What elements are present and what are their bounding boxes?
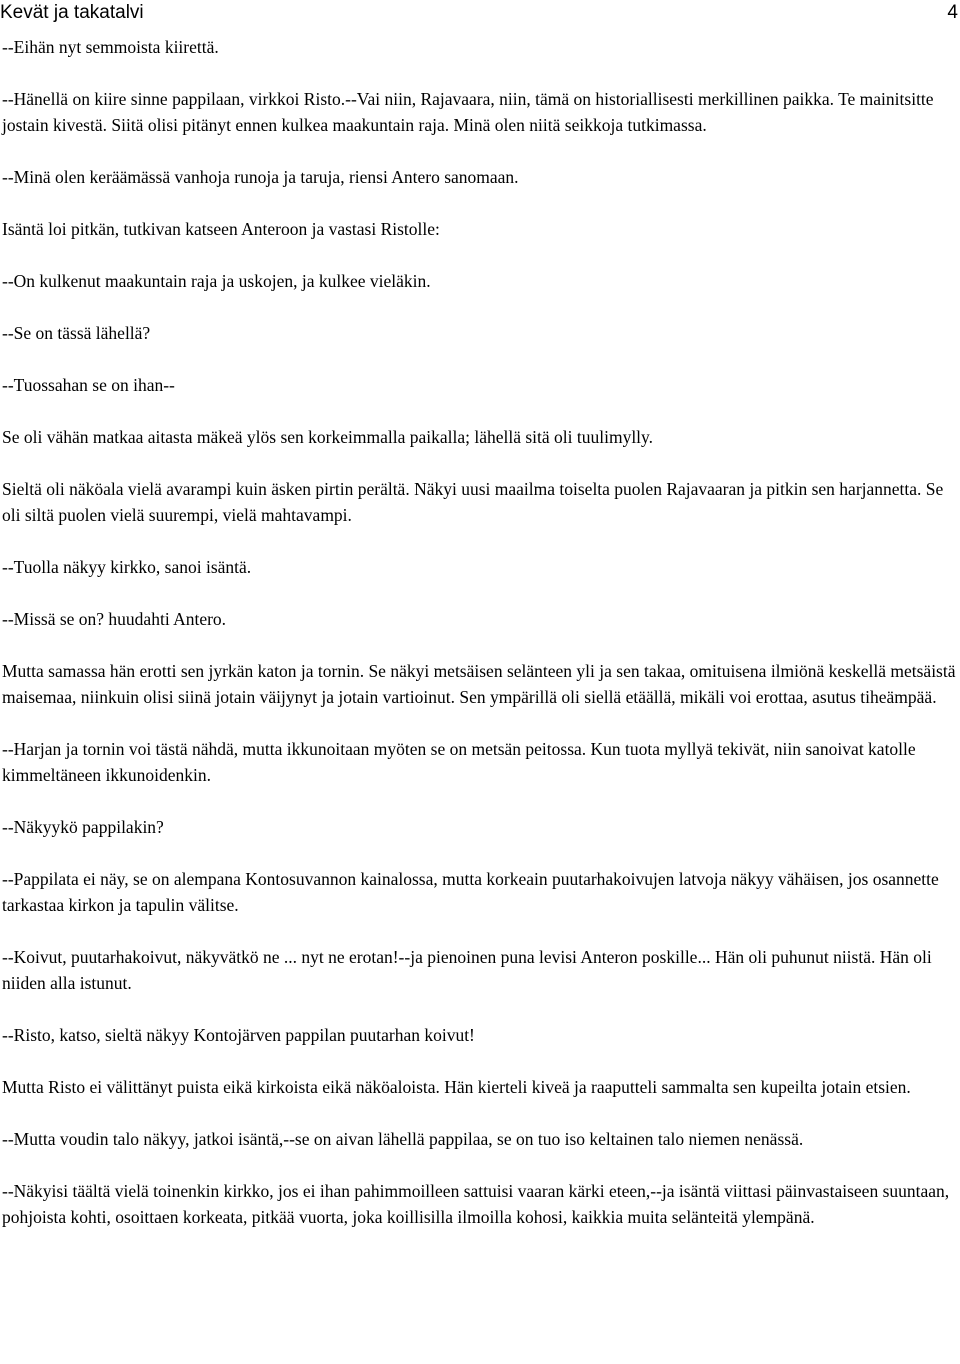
paragraph: --Tuolla näkyy kirkko, sanoi isäntä. [2, 557, 252, 577]
paragraph: --Missä se on? huudahti Antero. [2, 609, 227, 629]
paragraph: --Näkyykö pappilakin? [2, 817, 164, 837]
paragraph: --Harjan ja tornin voi tästä nähdä, mutta ikkunoitaan myöten se on metsän peitossa. Kun tuota myllyä tekivät, niin sanoivat katolle kimmeltäneen ikkunoidenkin. [2, 739, 916, 785]
paragraph: --Koivut, puutarhakoivut, näkyvätkö ne ... nyt ne erotan!--ja pienoinen puna levisi Anteron poskille... Hän oli puhunut niistä. Hän oli niiden alla istunut. [2, 947, 932, 993]
paragraph: --Se on tässä lähellä? [2, 323, 151, 343]
paragraph: Se oli vähän matkaa aitasta mäkeä ylös sen korkeimmalla paikalla; lähellä sitä oli tuulimylly. [2, 427, 654, 447]
document-title: Kevät ja takatalvi [0, 2, 144, 23]
document-body [2, 34, 958, 1256]
paragraph: Mutta Risto ei välittänyt puista eikä kirkoista eikä näköaloista. Hän kierteli kiveä ja raaputteli sammalta sen kupeilta jotain etsien. [2, 1077, 911, 1097]
paragraph: --Tuossahan se on ihan-- [2, 375, 175, 395]
paragraph: Isäntä loi pitkän, tutkivan katseen Anteroon ja vastasi Ristolle: [2, 219, 440, 239]
paragraph: --Hänellä on kiire sinne pappilaan, virkkoi Risto.--Vai niin, Rajavaara, niin, tämä on historiallisesti merkillinen paikka. Te mainitsitte jostain kivestä. Siitä olisi pitänyt ennen kulkea maakuntain raja. Minä olen niitä seikkoja tutkimassa. [2, 89, 934, 135]
paragraph: Mutta samassa hän erotti sen jyrkän katon ja tornin. Se näkyi metsäisen selänteen yli ja sen takaa, omituisena ilmiönä keskellä metsäistä maisemaa, niinkuin olisi siinä jotain väijynyt ja jotain vartioinut. Sen ympärillä oli siellä etäällä, mikäli voi erottaa, asutus tiheämpää. [2, 661, 956, 707]
page-number: 4 [947, 2, 958, 23]
page-header [0, 0, 960, 26]
paragraph: --Risto, katso, sieltä näkyy Kontojärven pappilan puutarhan koivut! [2, 1025, 475, 1045]
paragraph: --Pappilata ei näy, se on alempana Kontosuvannon kainalossa, mutta korkeain puutarhakoivujen latvoja näkyy vähäisen, jos osannette tarkastaa kirkon ja tapulin välitse. [2, 869, 939, 915]
paragraph: --Mutta voudin talo näkyy, jatkoi isäntä,--se on aivan lähellä pappilaa, se on tuo iso keltainen talo niemen nenässä. [2, 1129, 804, 1149]
paragraph: --Näkyisi täältä vielä toinenkin kirkko, jos ei ihan pahimmoilleen sattuisi vaaran kärki eteen,--ja isäntä viittasi päinvastaiseen suuntaan, pohjoista kohti, osoittaen korkeata, pitkää vuorta, joka koillisilla ilmoilla kohosi, kaikkia muita selänteitä ylempänä. [2, 1181, 950, 1227]
paragraph: Sieltä oli näköala vielä avarampi kuin äsken pirtin perältä. Näkyi uusi maailma toiselta puolen Rajavaaran ja pitkin sen harjannetta. Se oli siltä puolen vielä suurempi, vielä mahtavampi. [2, 479, 944, 525]
paragraph: --On kulkenut maakuntain raja ja uskojen, ja kulkee vieläkin. [2, 271, 431, 291]
paragraph: --Minä olen keräämässä vanhoja runoja ja taruja, riensi Antero sanomaan. [2, 167, 519, 187]
paragraph: --Eihän nyt semmoista kiirettä. [2, 37, 219, 57]
